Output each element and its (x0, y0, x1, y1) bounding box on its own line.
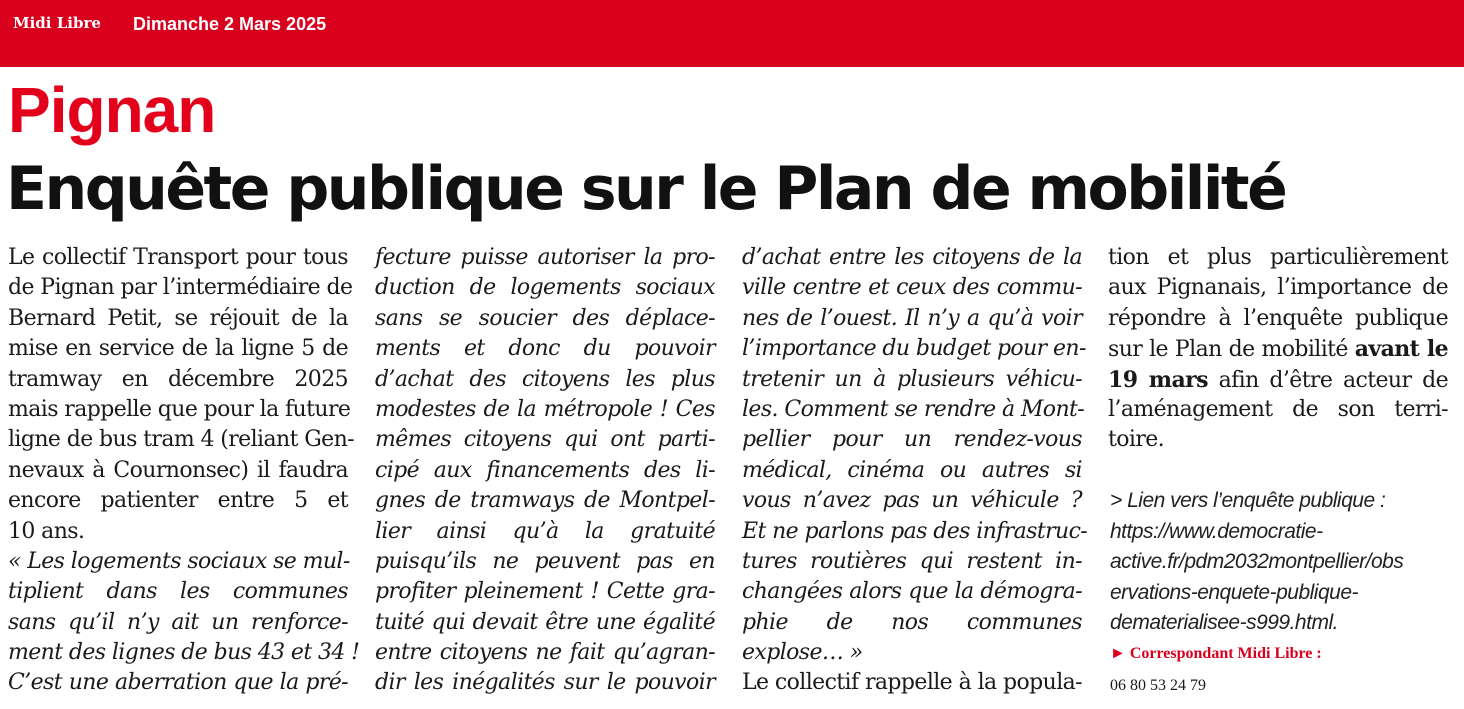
quote-line: gnes de tramways de Montpel- (375, 488, 715, 514)
article-headline: Enquête publique sur le Plan de mobilité (6, 154, 1286, 224)
quote-line: fecture puisse autoriser la pro- (375, 245, 715, 270)
text-line: l’aménagement de son terri- (1108, 396, 1448, 422)
text-segment: sur le Plan de mobilité (1108, 337, 1355, 363)
quote-line: puisqu’ils ne peuvent pas en (375, 548, 715, 574)
quote-line: sans qu’il n’y ait un renforce- (8, 609, 348, 635)
text-segment: afin d’être acteur de (1207, 367, 1448, 393)
text-line: ligne de bus tram 4 (reliant Gen- (8, 427, 354, 453)
quote-line: tuité qui devait être une égalité (375, 609, 715, 635)
deadline-emphasis: 19 mars (1108, 366, 1208, 393)
text-line: 10 ans. (8, 518, 85, 544)
quote-line: modestes de la métropole ! Ces (375, 396, 715, 422)
quote-line: C’est une aberration que la pré- (8, 670, 348, 696)
survey-link[interactable]: dematerialisee-s999.html. (1110, 611, 1338, 634)
text-line (1108, 365, 1448, 395)
header-bar (0, 0, 1464, 67)
survey-link[interactable]: active.fr/pdm2032montpellier/obs (1110, 550, 1404, 573)
quote-line: « Les logements sociaux se mul- (8, 548, 350, 574)
quote-line: vous n’avez pas un véhicule ? (742, 488, 1082, 514)
text-line: tramway en décembre 2025 (8, 366, 348, 392)
quote-line: explose… » (742, 640, 863, 666)
text-line: de Pignan par l’intermédiaire de (8, 275, 353, 301)
text-line: encore patienter entre 5 et (8, 488, 348, 514)
quote-line: d’achat des citoyens les plus (375, 366, 715, 392)
text-line: toire. (1108, 427, 1165, 453)
quote-line: l’importance du budget pour en- (742, 336, 1086, 362)
text-line: Le collectif rappelle à la popula- (742, 670, 1082, 696)
brand-name: Midi Libre (13, 14, 101, 32)
text-line: aux Pignanais, l’importance de (1108, 275, 1448, 301)
article-column-1 (8, 243, 360, 699)
quote-line: nes de l’ouest. Il n’y a qu’à voir (742, 305, 1082, 331)
article-column-3 (742, 243, 1088, 699)
quote-line: mêmes citoyens qui ont parti- (375, 427, 715, 453)
quote-line: les. Comment se rendre à Mont- (742, 396, 1085, 422)
article-column-4 (1108, 243, 1448, 456)
quote-line: d’achat entre les citoyens de la (742, 245, 1082, 270)
article-column-2 (375, 243, 715, 699)
quote-line: cipé aux financements des li- (375, 457, 715, 483)
text-line: répondre à l’enquête publique (1108, 305, 1448, 331)
text-line: tion et plus particulièrement (1108, 245, 1448, 270)
quote-line: ment des lignes de bus 43 et 34 ! (8, 640, 360, 666)
survey-link[interactable]: ervations-enquete-publique- (1110, 580, 1359, 604)
survey-link[interactable]: https://www.democratie- (1110, 519, 1323, 543)
section-title: Pignan (8, 74, 216, 146)
quote-line: tiplient dans les communes (8, 579, 348, 605)
quote-line: lier ainsi qu’à la gratuité (375, 518, 715, 544)
correspondent-phone: 06 80 53 24 79 (1110, 677, 1206, 694)
correspondent-label: ► Correspondant Midi Libre : (1110, 645, 1322, 662)
quote-line: tretenir un à plusieurs véhicu- (742, 366, 1082, 392)
quote-line: entre citoyens ne fait qu’agran- (375, 640, 715, 666)
quote-line: Et ne parlons pas des infrastruc- (742, 518, 1088, 544)
quote-line: tures routières qui restent in- (742, 548, 1082, 574)
text-line (1108, 334, 1448, 364)
deadline-emphasis: avant le (1354, 336, 1449, 363)
quote-line: profiter pleinement ! Cette gra- (375, 579, 715, 605)
quote-line: ville centre et ceux des commu- (742, 275, 1082, 301)
quote-line: sans se soucier des déplace- (375, 305, 715, 331)
quote-line: duction de logements sociaux (375, 275, 715, 301)
text-line: Le collectif Transport pour tous (8, 245, 348, 270)
text-line: mise en service de la ligne 5 de (8, 336, 348, 362)
publication-date: Dimanche 2 Mars 2025 (133, 14, 327, 34)
quote-line: médical, cinéma ou autres si (742, 457, 1082, 483)
link-intro: > Lien vers l’enquête publique : (1110, 489, 1386, 512)
quote-line: phie de nos communes (742, 609, 1082, 635)
text-line: mais rappelle que pour la future (8, 396, 351, 422)
survey-link-block (1110, 486, 1455, 639)
quote-line: ments et donc du pouvoir (375, 336, 715, 362)
quote-line: changées alors que la démogra- (742, 579, 1082, 605)
quote-line: dir les inégalités sur le pouvoir (375, 670, 715, 696)
quote-line: pellier pour un rendez-vous (742, 427, 1082, 453)
text-line: nevaux à Cournonsec) il faudra (8, 457, 348, 483)
text-line: Bernard Petit, se réjouit de la (8, 305, 348, 331)
